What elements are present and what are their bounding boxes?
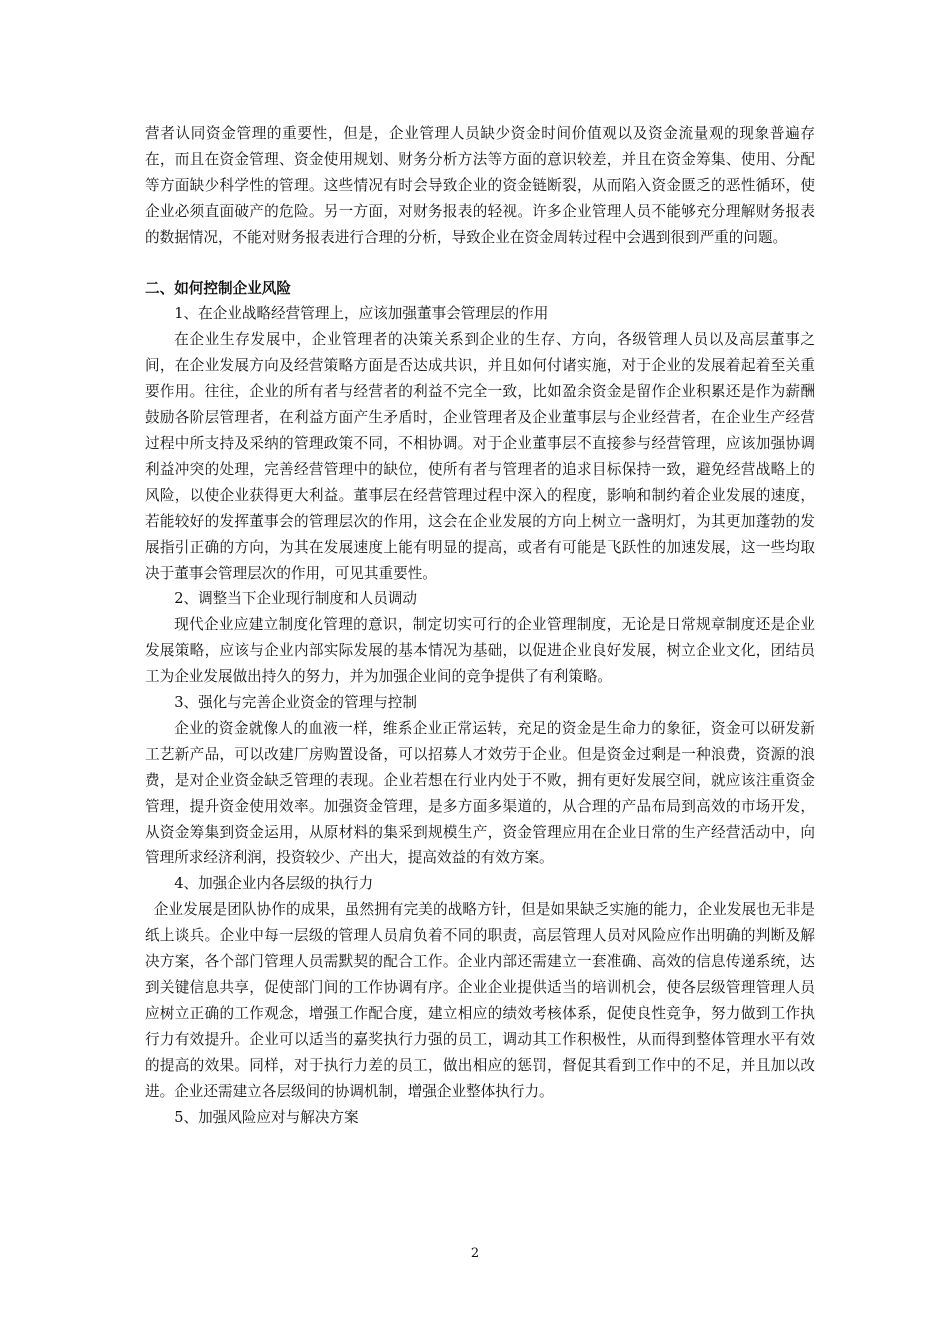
subsection-heading: 4、加强企业内各层级的执行力 [174, 875, 374, 893]
section-heading: 二、如何控制企业风险 [145, 279, 291, 297]
paragraph: 企业的资金就像人的血液一样，维系企业正常运转，充足的资金是生命力的象征，资金可以研发新工艺新产品，可以改建厂房购置设备，可以招募人才效劳于企业。但是资金过剩是一种浪费，资源的浪费，是对企业资金缺乏管理的表现。企业若想在行业内处于不败，拥有更好发展空间，就应该注重资金管理，提升资金使用效率。加强资金管理，是多方面多渠道的，从合理的产品布局到高效的市场开发，从资金筹集到资金运用，从原材料的集采到规模生产，资金管理应用在企业日常的生产经营活动中，向管理所求经济利润，投资较少、产出大，提高效益的有效方案。 [145, 719, 815, 867]
paragraph: 现代企业应建立制度化管理的意识，制定切实可行的企业管理制度，无论是日常规章制度还是企业发展策略，应该与企业内部实际发展的基本情况为基础，以促进企业良好发展，树立企业文化，团结员工为企业发展做出持久的努力，并为加强企业间的竞争提供了有利策略。 [145, 616, 815, 686]
subsection-heading: 2、调整当下企业现行制度和人员调动 [174, 590, 417, 608]
paragraph: 企业发展是团队协作的成果，虽然拥有完美的战略方针，但是如果缺乏实施的能力，企业发展也无非是纸上谈兵。企业中每一层级的管理人员肩负着不同的职责，高层管理人员对风险应作出明确的判断及解决方案，各个部门管理人员需默契的配合工作。企业内部还需建立一套准确、高效的信息传递系统，达到关键信息共享，促使部门间的工作协调有序。企业企业提供适当的培训机会，使各层级管理管理人员应树立正确的工作观念，增强工作配合度，建立相应的绩效考核体系，促使良性竞争，努力做到工作执行力有效提升。企业可以适当的嘉奖执行力强的员工，调动其工作积极性，从而得到整体管理水平有效的提高的效果。同样，对于执行力差的员工，做出相应的惩罚，督促其看到工作中的不足，并且加以改进。企业还需建立各层级间的协调机制，增强企业整体执行力。 [145, 901, 815, 1100]
page-number: 2 [470, 1246, 480, 1261]
subsection-heading: 1、在企业战略经营管理上，应该加强董事会管理层的作用 [174, 305, 549, 323]
subsection-heading: 5、加强风险应对与解决方案 [174, 1108, 359, 1126]
paragraph: 在企业生存发展中，企业管理者的决策关系到企业的生存、方向，各级管理人员以及高层董事之间，在企业发展方向及经营策略方面是否达成共识，并且如何付诸实施，对于企业的发展着起着至关重要作用。往往，企业的所有者与经营者的利益不完全一致，比如盈余资金是留作企业积累还是作为薪酬鼓励各阶层管理者，在利益方面产生矛盾时，企业管理者及企业董事层与企业经营者，在企业生产经营过程中所支持及采纳的管理政策不同，不相协调。对于企业董事层不直接参与经营管理，应该加强协调利益冲突的处理，完善经营管理中的缺位，使所有者与管理者的追求目标保持一致，避免经营战略上的风险，以使企业获得更大利益。董事层在经营管理过程中深入的程度，影响和制约着企业发展的速度，若能较好的发挥董事会的管理层次的作用，这会在企业发展的方向上树立一盏明灯，为其更加蓬勃的发展指引正确的方向，为其在发展速度上能有明显的提高，或者有可能是飞跃性的加速发展，这一些均取决于董事会管理层次的作用，可见其重要性。 [145, 331, 815, 582]
body-text [145, 121, 815, 1130]
subsection-heading: 3、强化与完善企业资金的管理与控制 [174, 694, 417, 712]
paragraph-continued: 营者认同资金管理的重要性，但是，企业管理人员缺少资金时间价值观以及资金流量观的现象普遍存在，而且在资金管理、资金使用规划、财务分析方法等方面的意识较差，并且在资金筹集、使用、分配等方面缺少科学性的管理。这些情况有时会导致企业的资金链断裂，从而陷入资金匮乏的恶性循环，使企业必须直面破产的危险。另一方面，对财务报表的轻视。许多企业管理人员不能够充分理解财务报表的数据情况，不能对财务报表进行合理的分析，导致企业在资金周转过程中会遇到很到严重的问题。 [145, 125, 815, 246]
